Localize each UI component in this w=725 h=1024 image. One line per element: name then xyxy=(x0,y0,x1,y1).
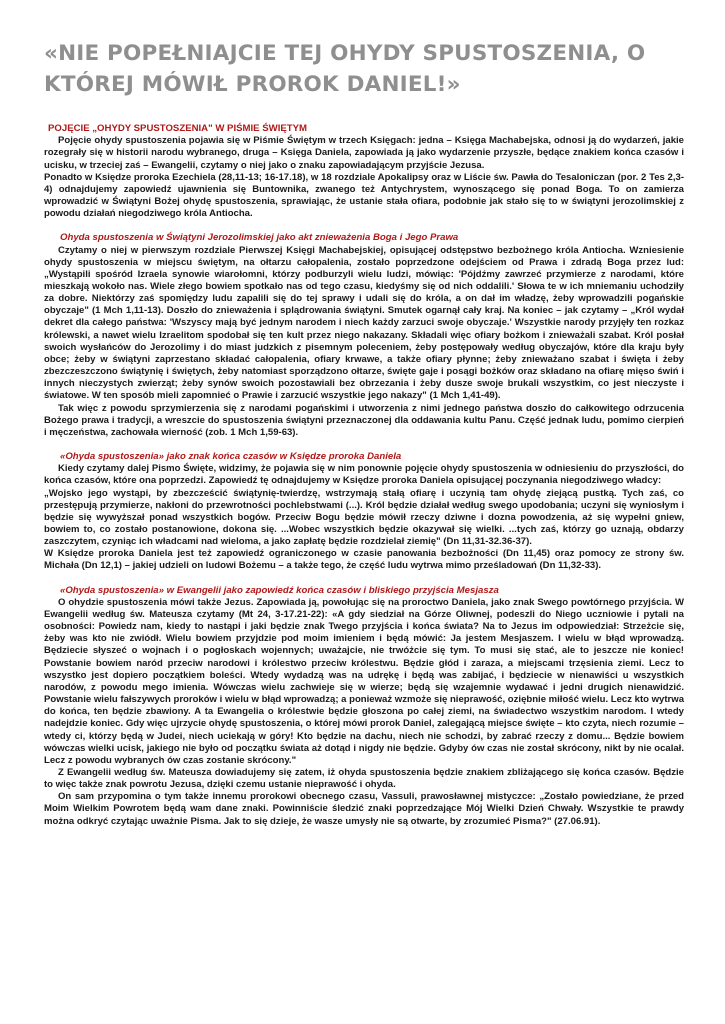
section-heading-concept: POJĘCIE „OHYDY SPUSTOSZENIA" W PIŚMIE ŚWIĘTYM xyxy=(48,123,308,134)
section-heading-jerusalem-temple: Ohyda spustoszenia w Świątyni Jerozolimskiej jako akt znieważenia Boga i Jego Prawa xyxy=(60,232,459,244)
document-page xyxy=(44,38,684,828)
paragraph: On sam przypomina o tym także innemu prorokowi obecnego czasu, Vassuli, prawosławnej mistyczce: „Zostało powiedziane, że przed Moim Wielkim Powrotem będą wam dane znaki. Powinniście śledzić znaki poprzedzające Mój Wielki Dzień Chwały. Wszystkie te prawdy można odkryć czytając uważnie Pisma. Jak to się dzieje, że wasze umysły nie są otwarte, by zrozumieć Pisma?" (27.06.91). xyxy=(44,791,684,827)
paragraph: Pojęcie ohydy spustoszenia pojawia się w Piśmie Świętym w trzech Księgach: jedna – Księga Machabejska, odnosi ją do wydarzeń, jakie rozegrały się w historii narodu wybranego, druga – Księga Daniela, zapowiada ją jako wydarzenie przyszłe, będące znakiem końca czasów i ucisku, w trzeciej zaś – Ewangelii, czytamy o niej jako o znaku zapowiadającym przyjście Jezusa. xyxy=(44,135,684,171)
spacer xyxy=(44,220,684,232)
paragraph: Kiedy czytamy dalej Pismo Święte, widzimy, że pojawia się w nim ponownie pojęcie ohydy spustoszenia w odniesieniu do przyszłości, do końca czasów, które ona poprzedzi. Zapowiedź tę odnajdujemy w Księdze proroka Daniela opisującej poczynania niegodziwego władcy: xyxy=(44,463,684,487)
spacer xyxy=(44,439,684,451)
paragraph: W Księdze proroka Daniela jest też zapowiedź ograniczonego w czasie panowania bezbożności (Dn 11,45) oraz pomocy ze strony św. Michała (Dn 12,1) – jakiej udzieli on ludowi Bożemu – a także tego, że część ludu wytrwa mimo prześladowań (Dn 11,32-33). xyxy=(44,548,684,572)
section-heading-daniel: «Ohyda spustoszenia» jako znak końca czasów w Księdze proroka Daniela xyxy=(60,451,402,462)
paragraph: Ponadto w Księdze proroka Ezechiela (28,11-13; 16-17.18), w 18 rozdziale Apokalipsy oraz w Liście św. Pawła do Tesaloniczan (por. 2 Tes 2,3-4) odnajdujemy zapowiedź ujawnienia się Buntownika, zwanego też Antychrystem, wynoszącego się ponad Boga. To on zamierza wprowadzić w Świątyni Bożej ohydę spustoszenia, sprawiając, że ustanie stała ofiara, podobnie jak stało się to w świątyni jerozolimskiej z powodu działań niegodziwego króla Antiocha. xyxy=(44,171,684,220)
quote-paragraph: „Wojsko jego wystąpi, by zbezcześcić świątynię-twierdzę, wstrzymają stałą ofiarę i uczynią tam ohydę ziejącą pustką. Tych zaś, co przestępują przymierze, nakłoni do przewrotności pochlebstwami (...). Król będzie działał według swego upodobania; uczyni się wyniosłym i będzie się wywyższał ponad wszystkich bogów. Przeciw Bogu będzie mówił rzeczy dziwne i dozna powodzenia, aż się wypełni gniew, bowiem to, co zostało postanowione, dokona się. ...Wobec wszystkich będzie okazywał się wielki. ...tych zaś, którzy go uznają, obdarzy zaszczytem, czyniąc ich władcami nad wieloma, a jako zapłatę będzie rozdzielał ziemię" (Dn 11,31-32.36-37). xyxy=(44,487,684,548)
document-body xyxy=(44,123,684,828)
paragraph: Z Ewangelii według św. Mateusza dowiadujemy się zatem, iż ohyda spustoszenia będzie znakiem zbliżającego się końca czasów. Będzie to więc także znak powrotu Jezusa, dzięki czemu ustanie nieprawość i ohyda. xyxy=(44,767,684,791)
paragraph: O ohydzie spustoszenia mówi także Jezus. Zapowiada ją, powołując się na proroctwo Daniela, jako znak Swego powtórnego przyjścia. W Ewangelii według św. Mateusza czytamy (Mt 24, 3-17.21-22): «A gdy siedział na Górze Oliwnej, podeszli do Niego uczniowie i pytali na osobności: Powiedz nam, kiedy to nastąpi i jaki będzie znak Twego przyjścia i końca świata? Na to Jezus im odpowiedział: Strzeżcie się, żeby was kto nie zwiódł. Wielu bowiem przyjdzie pod moim imieniem i będą mówić: Ja jestem Mesjaszem. I wielu w błąd wprowadzą. Będziecie słyszeć o wojnach i o pogłoskach wojennych; uważajcie, nie trwóżcie się tym. To musi się stać, ale to jeszcze nie koniec! Powstanie bowiem naród przeciw narodowi i królestwo przeciw królestwu. Będzie głód i zaraza, a miejscami trzęsienia ziemi. Lecz to wszystko jest dopiero początkiem boleści. Wtedy wydadzą was na udrękę i będą was zabijać, i będziecie w nienawiści u wszystkich narodów, z powodu mego imienia. Wówczas wielu zachwieje się w wierze; będą się wzajemnie wydawać i jedni drugich nienawidzić. Powstanie wielu fałszywych proroków i wielu w błąd wprowadzą; a ponieważ wzmoże się nieprawość, oziębnie miłość wielu. Lecz kto wytrwa do końca, ten będzie zbawiony. A ta Ewangelia o królestwie będzie głoszona po całej ziemi, na świadectwo wszystkim narodom. I wtedy nadejdzie koniec. Gdy więc ujrzycie ohydę spustoszenia, o której mówi prorok Daniel, zalegającą miejsce święte – kto czyta, niech rozumie – wtedy ci, którzy będą w Judei, niech uciekają w góry! Kto będzie na dachu, niech nie schodzi, by zabrać rzeczy z domu... Będzie bowiem wówczas wielki ucisk, jakiego nie było od początku świata aż dotąd i nigdy nie będzie. Gdyby ów czas nie został skrócony, nikt by nie ocalał. Lecz z powodu wybranych ów czas zostanie skrócony." xyxy=(44,596,684,766)
spacer xyxy=(44,573,684,585)
paragraph: Tak więc z powodu sprzymierzenia się z narodami pogańskimi i utworzenia z nimi jednego państwa doszło do całkowitego odrzucenia Bożego prawa i tradycji, a wreszcie do spustoszenia świątyni przeznaczonej dla oddawania kultu Panu. Część jednak ludu, pomimo cierpień i męczeństwa, zachowała wierność (zob. 1 Mch 1,59-63). xyxy=(44,402,684,438)
document-title: «NIE POPEŁNIAJCIE TEJ OHYDY SPUSTOSZENIA, O KTÓREJ MÓWIŁ PROROK DANIEL!» xyxy=(44,41,646,97)
paragraph: Czytamy o niej w pierwszym rozdziale Pierwszej Księgi Machabejskiej, opisującej odstępstwo bezbożnego króla Antiocha. Wzniesienie ohydy spustoszenia w miejscu świętym, na ołtarzu całopalenia, zostało poprzedzone odejściem od Prawa i zdradą Boga przez lud: „Wystąpili spośród Izraela synowie wiarołomni, którzy podburzyli wielu ludzi, mówiąc: 'Pójdźmy zawrzeć przymierze z narodami, które mieszkają wokoło nas. Wiele złego bowiem spotkało nas od tego czasu, kiedyśmy się od nich oddalili.' Słowa te w ich mniemaniu uchodziły za dobre. Niektórzy zaś spomiędzy ludu zapalili się do tej sprawy i udali się do króla, a on dał im władzę, żeby wprowadzili pogańskie obyczaje" (1 Mch 1,11-13). Doszło do znieważenia i splądrowania świątyni. Smutek ogarnął cały kraj. Na koniec – jak czytamy – „Król wydał dekret dla całego państwa: 'Wszyscy mają być jednym narodem i niech każdy zarzuci swoje obyczaje.' Wszystkie narody przyjęły ten rozkaz królewski, a nawet wielu Izraelitom spodobał się ten kult przez niego nakazany. Składali więc ofiary bożkom i znieważali szabat. Król posłał swoich wysłańców do Jerozolimy i do miast judzkich z pisemnym poleceniem, żeby postępowały według obyczajów, które dla kraju były obce; żeby w świątyni zaprzestano składać całopalenia, ofiary krwawe, a także ofiary płynne; żeby znieważano szabat i święta i żeby zbezczeszczono świątynię i świętych, żeby natomiast sporządzono ołtarze, święte gaje i posągi bożków oraz składano na ofiarę mięso świń i innych nieczystych zwierząt; żeby synów swoich pozostawiali bez obrzezania i żeby dusze swoje brukali wszystkim, co jest nieczyste i światowe. W ten sposób mieli zapomnieć o Prawie i zarzucić wszystkie jego nakazy" (1 Mch 1,41-49). xyxy=(44,244,684,402)
section-heading-gospel: «Ohyda spustoszenia» w Ewangelii jako zapowiedź końca czasów i bliskiego przyjścia Mesjasza xyxy=(60,584,499,596)
